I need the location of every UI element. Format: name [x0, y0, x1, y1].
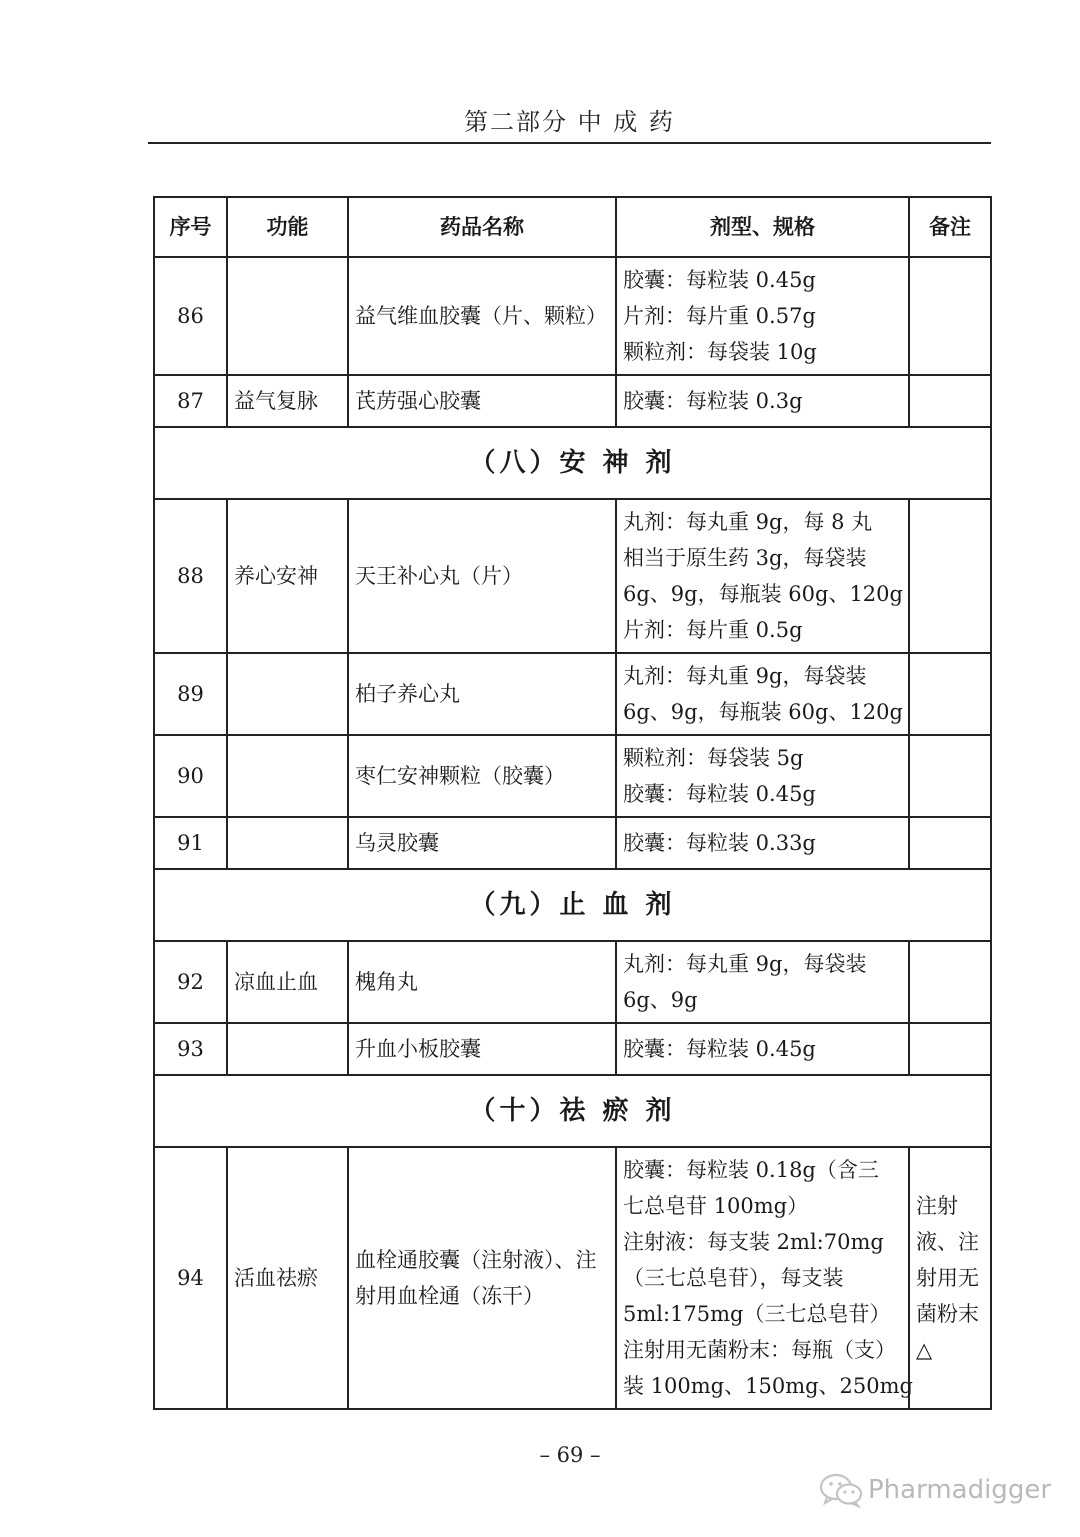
section-title: （九）止 血 剂: [154, 869, 991, 941]
row-function: [227, 735, 348, 817]
row-drug-name: 芪苈强心胶囊: [348, 375, 616, 427]
row-drug-name: 血栓通胶囊（注射液）、注射用血栓通（冻干）: [348, 1147, 616, 1409]
table-row: [154, 817, 991, 869]
spec-line: 6g、9g，每瓶装 60g、120g: [623, 582, 903, 606]
spec-line: 6g、9g: [623, 988, 698, 1012]
watermark: [818, 1470, 1058, 1510]
spec-line: 6g、9g，每瓶装 60g、120g: [623, 700, 903, 724]
spec-line: 丸剂：每丸重 9g，每袋装: [623, 664, 867, 688]
row-drug-name: 柏子养心丸: [348, 653, 616, 735]
spec-line: 装 100mg、150mg、250mg: [623, 1374, 913, 1398]
row-note: [909, 1023, 991, 1075]
row-note: [909, 735, 991, 817]
column-header-no: 序号: [154, 197, 227, 257]
spec-line: 丸剂：每丸重 9g，每袋装: [623, 952, 867, 976]
spec-line: 颗粒剂：每袋装 5g: [623, 746, 804, 770]
row-spec: [616, 653, 909, 735]
row-spec: [616, 941, 909, 1023]
watermark-text: Pharmadigger: [868, 1475, 1052, 1505]
row-number: 90: [154, 735, 227, 817]
spec-line: 七总皂苷 100mg）: [623, 1194, 809, 1218]
row-note: [909, 499, 991, 653]
column-header-note: 备注: [909, 197, 991, 257]
row-note: [909, 653, 991, 735]
row-drug-name: 天王补心丸（片）: [348, 499, 616, 653]
section-title: （八）安 神 剂: [154, 427, 991, 499]
row-spec: [616, 817, 909, 869]
spec-line: 胶囊：每粒装 0.45g: [623, 1037, 816, 1061]
row-number: 86: [154, 257, 227, 375]
row-number: 88: [154, 499, 227, 653]
row-spec: [616, 499, 909, 653]
row-note: [909, 817, 991, 869]
column-header-spec: 剂型、规格: [616, 197, 909, 257]
wechat-icon: [818, 1472, 864, 1508]
spec-line: 颗粒剂：每袋装 10g: [623, 340, 817, 364]
row-number: 94: [154, 1147, 227, 1409]
drug-table: [153, 196, 992, 1410]
table-row: [154, 653, 991, 735]
row-drug-name: 乌灵胶囊: [348, 817, 616, 869]
row-function: 凉血止血: [227, 941, 348, 1023]
spec-line: 注射用无菌粉末：每瓶（支）: [623, 1338, 896, 1362]
row-drug-name: 益气维血胶囊（片、颗粒）: [348, 257, 616, 375]
row-drug-name: 槐角丸: [348, 941, 616, 1023]
row-number: 92: [154, 941, 227, 1023]
row-note: [909, 941, 991, 1023]
spec-line: 胶囊：每粒装 0.45g: [623, 782, 816, 806]
spec-line: 胶囊：每粒装 0.45g: [623, 268, 816, 292]
table-row: [154, 735, 991, 817]
table-row: [154, 941, 991, 1023]
page-header-title: 第二部分 中 成 药: [464, 108, 675, 136]
spec-line: 注射液：每支装 2ml:70mg: [623, 1230, 884, 1254]
row-number: 89: [154, 653, 227, 735]
spec-line: 片剂：每片重 0.5g: [623, 618, 803, 642]
row-spec: [616, 735, 909, 817]
table-row: [154, 1147, 991, 1409]
section-row: [154, 869, 991, 941]
section-row: [154, 427, 991, 499]
page-number: – 69 –: [539, 1443, 601, 1467]
row-drug-name: 升血小板胶囊: [348, 1023, 616, 1075]
section-title: （十）祛 瘀 剂: [154, 1075, 991, 1147]
spec-line: 相当于原生药 3g，每袋装: [623, 546, 867, 570]
row-note: [909, 257, 991, 375]
row-function: [227, 653, 348, 735]
row-function: 益气复脉: [227, 375, 348, 427]
table-row: [154, 499, 991, 653]
spec-line: 丸剂：每丸重 9g，每 8 丸: [623, 510, 873, 534]
row-spec: [616, 257, 909, 375]
row-number: 93: [154, 1023, 227, 1075]
spec-line: 片剂：每片重 0.57g: [623, 304, 816, 328]
column-header-drug-name: 药品名称: [348, 197, 616, 257]
spec-line: 胶囊：每粒装 0.18g（含三: [623, 1158, 879, 1182]
row-spec: [616, 1147, 913, 1409]
spec-line: 5ml:175mg（三七总皂苷）: [623, 1302, 891, 1326]
row-spec: [616, 375, 909, 427]
spec-line: （三七总皂苷），每支装: [623, 1266, 844, 1290]
row-number: 87: [154, 375, 227, 427]
row-function: [227, 817, 348, 869]
row-function: 活血祛瘀: [227, 1147, 348, 1409]
row-number: 91: [154, 817, 227, 869]
column-header-function: 功能: [227, 197, 348, 257]
table-row: [154, 1023, 991, 1075]
row-function: [227, 1023, 348, 1075]
section-row: [154, 1075, 991, 1147]
row-spec: [616, 1023, 909, 1075]
spec-line: 胶囊：每粒装 0.3g: [623, 389, 803, 413]
row-note: [909, 375, 991, 427]
row-function: 养心安神: [227, 499, 348, 653]
header-rule: [148, 142, 991, 144]
row-drug-name: 枣仁安神颗粒（胶囊）: [348, 735, 616, 817]
table-row: [154, 257, 991, 375]
spec-line: 胶囊：每粒装 0.33g: [623, 831, 816, 855]
table-header-row: [154, 197, 991, 257]
table-body: [154, 257, 991, 1409]
row-function: [227, 257, 348, 375]
table-row: [154, 375, 991, 427]
row-note: 注射液、注射用无菌粉末△: [909, 1147, 991, 1409]
